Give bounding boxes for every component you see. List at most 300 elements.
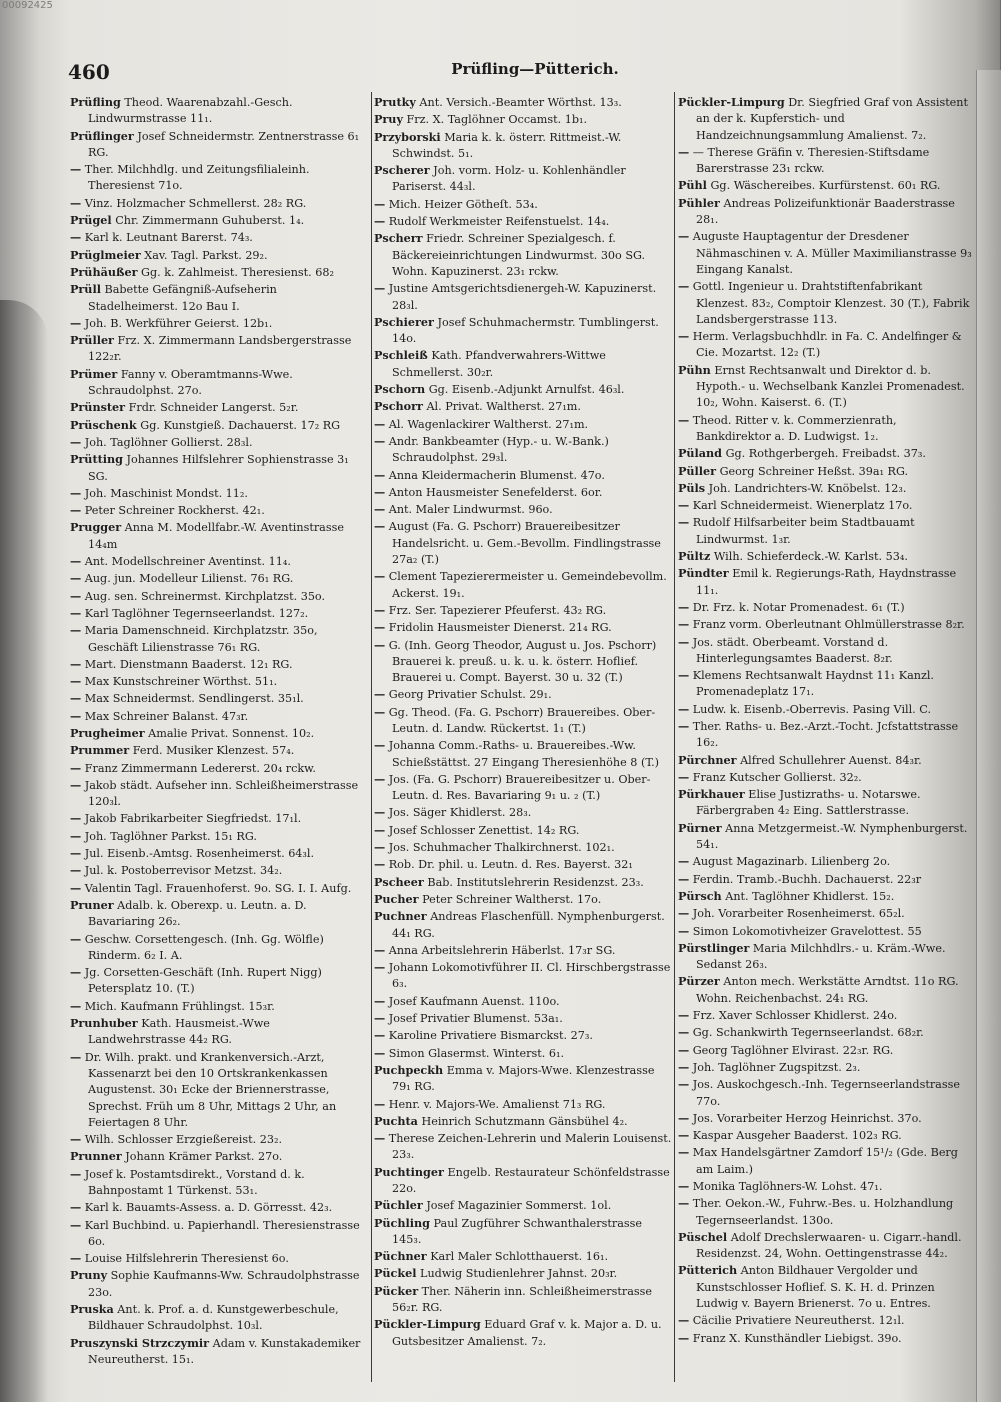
entry-surname: —	[374, 637, 386, 652]
entry-details: Frz. Ser. Tapezierer Pfeuferst. 43₂ RG.	[385, 603, 607, 617]
entry-details: Gottl. Ingenieur u. Drahtstiftenfabrikant Klenzest. 83₂, Comptoir Klenzest. 30 (T.), Fabrik Landsbergerstrasse 113.	[689, 280, 973, 326]
entry-surname: —	[678, 229, 690, 244]
entry-details: Karl k. Leutnant Barerst. 74₃.	[81, 231, 253, 245]
directory-entry	[70, 229, 368, 246]
entry-details: Frz. X. Zimmermann Landsbergerstrasse 122₂r.	[88, 334, 355, 364]
column-rule	[371, 92, 372, 1382]
directory-entry	[374, 942, 672, 959]
entry-surname: Püchner	[374, 1249, 427, 1264]
entry-details: Max Handelsgärtner Zamdorf 15¹/₂ (Gde. Berg am Laim.)	[689, 1146, 962, 1176]
entry-surname: Pückel	[374, 1266, 417, 1281]
directory-entry	[374, 602, 672, 619]
column-rule	[674, 92, 675, 1382]
directory-entry	[70, 1131, 368, 1148]
entry-surname: —	[678, 599, 690, 614]
entry-details: Josef Schuhmachermstr. Tumblingerst. 14o.	[392, 315, 663, 346]
directory-entry	[70, 588, 368, 605]
directory-entry	[678, 853, 974, 870]
entry-details: Jul. k. Postoberrevisor Metzst. 34₂.	[81, 864, 283, 878]
entry-surname: —	[678, 1110, 690, 1125]
directory-entry	[678, 1059, 974, 1076]
entry-surname: Pürzer	[678, 974, 720, 989]
entry-surname: Pürstlinger	[678, 940, 750, 955]
entry-details: Gg. Rothgerbergeh. Freibadst. 37₃.	[722, 447, 926, 461]
entry-details: Emma v. Majors-Wwe. Klenzestrasse 79₁ RG.	[392, 1063, 659, 1094]
entry-details: Frdr. Schneider Langerst. 5₂r.	[125, 401, 299, 415]
entry-details: Andreas Flaschenfüll. Nymphenburgerst. 44₁ RG.	[392, 910, 669, 940]
entry-surname: Püls	[678, 480, 706, 495]
directory-column-1	[70, 94, 368, 1394]
directory-entry	[374, 686, 672, 703]
entry-surname: Pücker	[374, 1283, 419, 1298]
directory-entry	[70, 417, 368, 434]
entry-surname: Püchler	[374, 1198, 423, 1213]
directory-entry	[70, 810, 368, 827]
entry-details: Sophie Kaufmanns-Ww. Schraudolphstrasse 23o.	[88, 1269, 364, 1299]
entry-surname: —	[70, 880, 82, 895]
directory-entry	[678, 548, 974, 565]
entry-details: Wilh. Schieferdeck.-W. Karlst. 53₄.	[710, 550, 908, 564]
entry-surname: Pruszynski Strzczymir	[70, 1335, 210, 1350]
directory-entry	[374, 771, 672, 805]
entry-details: Mich. Kaufmann Frühlingst. 15₃r.	[81, 999, 275, 1013]
directory-entry	[70, 1049, 368, 1131]
entry-details: Karl Maler Schlotthauerst. 16₁.	[426, 1250, 609, 1264]
directory-entry	[374, 280, 672, 314]
directory-entry	[70, 777, 368, 811]
entry-surname: Prügel	[70, 213, 112, 228]
directory-entry	[70, 451, 368, 485]
directory-entry	[678, 1076, 974, 1110]
entry-details: Max Schneidermst. Sendlingerst. 35₁l.	[81, 692, 304, 706]
entry-surname: Prüfling	[70, 95, 121, 109]
directory-entry	[374, 1283, 672, 1317]
directory-entry	[678, 412, 974, 446]
directory-entry	[678, 497, 974, 514]
directory-entry	[374, 518, 672, 568]
entry-details: Heinrich Schutzmann Gänsbühel 4₂.	[417, 1114, 628, 1128]
directory-entry	[678, 328, 974, 362]
entry-surname: —	[70, 656, 82, 671]
entry-surname: Püschel	[678, 1229, 728, 1244]
directory-entry	[70, 1166, 368, 1200]
entry-details: Franz Zimmermann Ledererst. 20₄ rckw.	[81, 761, 316, 775]
entry-details: Anna Metzgermeist.-W. Nymphenburgerst. 54₁.	[696, 821, 971, 852]
entry-details: Aug. jun. Modelleur Lilienst. 76₁ RG.	[81, 572, 294, 586]
entry-details: Jul. Eisenb.-Amtsg. Rosenheimerst. 64₃l.	[81, 847, 315, 861]
directory-entry	[374, 1062, 672, 1096]
entry-details: Joh. B. Werkführer Geierst. 12b₁.	[81, 316, 273, 330]
entry-details: Georg Taglöhner Elvirast. 22₃r. RG.	[689, 1043, 894, 1057]
entry-details: Karl Schneidermeist. Wienerplatz 17o.	[689, 499, 913, 513]
entry-surname: —	[374, 569, 386, 584]
directory-entry	[678, 1229, 974, 1263]
entry-surname: —	[374, 1045, 386, 1060]
entry-surname: —	[678, 1179, 690, 1193]
entry-surname: —	[374, 519, 386, 534]
directory-entry	[678, 1127, 974, 1144]
entry-details: Joh. Maschinist Mondst. 11₂.	[81, 486, 248, 500]
entry-surname: —	[70, 485, 82, 500]
entry-details: Dr. Siegfried Graf von Assistent an der k. Kupferstich- und Handzeichnungsammlung Amalienst. 7₂.	[696, 96, 972, 142]
entry-details: Fridolin Hausmeister Dienerst. 21₄ RG.	[385, 621, 612, 635]
entry-details: Anna M. Modellfabr.-W. Aventinstrasse 14₄m	[88, 521, 348, 551]
entry-surname: —	[678, 1077, 690, 1092]
entry-surname: —	[374, 1096, 386, 1111]
entry-details: Johann Krämer Parkst. 27o.	[121, 1150, 283, 1164]
entry-details: August (Fa. G. Pschorr) Brauereibesitzer Handelsricht. u. Gem.-Bevollm. Findlingstrasse 27a₂ (T.)	[385, 520, 665, 567]
directory-entry	[70, 964, 368, 998]
entry-surname: Pscheer	[374, 874, 424, 889]
entry-details: Valentin Tagl. Frauenhoferst. 9o. SG. I. I. Aufg.	[81, 881, 352, 895]
directory-entry	[374, 1027, 672, 1044]
directory-entry	[374, 94, 672, 111]
entry-surname: Püchling	[374, 1215, 430, 1230]
entry-surname: Prümer	[70, 366, 118, 381]
entry-surname: —	[70, 503, 82, 518]
directory-entry	[70, 880, 368, 897]
entry-details: Joh. vorm. Holz- u. Kohlenhändler Pariserst. 44₃l.	[392, 164, 630, 194]
entry-surname: —	[374, 960, 386, 975]
entry-surname: Prünster	[70, 400, 126, 415]
directory-entry	[374, 1045, 672, 1062]
entry-surname: Pschorr	[374, 399, 423, 414]
entry-details: Emil k. Regierungs-Rath, Haydnstrasse 11₁.	[696, 567, 960, 597]
entry-details: Simon Glasermst. Winterst. 6₁.	[385, 1046, 565, 1060]
entry-details: Josef Magazinier Sommerst. 1ol.	[422, 1199, 612, 1213]
entry-details: Josef Schneidermstr. Zentnerstrasse 6₁ RG.	[88, 129, 363, 159]
entry-surname: Prühäußer	[70, 264, 138, 279]
entry-surname: —	[70, 195, 82, 210]
entry-details: Dr. Wilh. prakt. und Krankenversich.-Arzt, Kassenarzt bei den 10 Ortskrankenkassen Augustenst. 30₁ Ecke der Briennerstrasse, Sprechst. Früh um 8 Uhr, Mittags 2 Uhr, an Feiertagen 8 Uhr.	[81, 1050, 340, 1129]
directory-entry	[374, 822, 672, 839]
entry-surname: —	[678, 515, 690, 530]
entry-surname: —	[374, 704, 386, 719]
entry-details: Jos. Schuhmacher Thalkirchnerst. 102₁.	[385, 841, 615, 855]
entry-details: Jos. städt. Oberbeamt. Vorstand d. Hinterlegungsamtes Baaderst. 8₂r.	[689, 635, 893, 665]
directory-entry	[70, 742, 368, 759]
entry-details: Therese Zeichen-Lehrerin und Malerin Louisenst. 23₃.	[385, 1132, 675, 1162]
directory-entry	[374, 484, 672, 501]
entry-details: Rudolf Werkmeister Reifenstuelst. 14₄.	[385, 215, 610, 229]
entry-surname: —	[70, 554, 82, 569]
directory-entry	[678, 177, 974, 194]
directory-entry	[678, 514, 974, 548]
entry-details: Joh. Taglöhner Zugspitzst. 2₃.	[689, 1060, 861, 1074]
directory-entry	[678, 1144, 974, 1178]
directory-entry	[374, 637, 672, 687]
entry-surname: —	[678, 871, 690, 886]
directory-entry	[70, 281, 368, 315]
directory-entry	[374, 1316, 672, 1350]
entry-details: Ant. Taglöhner Khidlerst. 15₂.	[721, 889, 895, 903]
entry-details: Ferd. Musiker Klenzest. 57₄.	[129, 744, 295, 758]
entry-details: Chr. Zimmermann Guhuberst. 1₄.	[111, 214, 305, 228]
directory-entry	[678, 888, 974, 905]
entry-surname: Prugheimer	[70, 725, 145, 740]
entry-surname: —	[70, 588, 82, 603]
directory-entry	[70, 332, 368, 366]
entry-surname: —	[70, 315, 82, 330]
directory-entry	[374, 856, 672, 873]
entry-details: Johannes Hilfslehrer Sophienstrasse 3₁ SG.	[88, 453, 353, 483]
entry-surname: Pscherer	[374, 163, 430, 178]
entry-details: Franz vorm. Oberleutnant Ohlmüllerstrasse 8₂r.	[689, 618, 965, 632]
entry-details: Kaspar Ausgeher Baaderst. 102₃ RG.	[689, 1129, 902, 1143]
entry-details: Jg. Corsetten-Geschäft (Inh. Rupert Nigg) Petersplatz 10. (T.)	[81, 966, 326, 996]
entry-details: Ludw. k. Eisenb.-Oberrevis. Pasing Vill. C.	[689, 702, 932, 716]
entry-surname: —	[374, 857, 386, 872]
directory-entry	[678, 616, 974, 633]
entry-surname: —	[70, 623, 82, 638]
entry-details: Fanny v. Oberamtmanns-Wwe. Schraudolphst. 27o.	[88, 367, 297, 398]
entry-surname: —	[678, 1313, 690, 1328]
directory-entry	[678, 278, 974, 328]
directory-entry	[374, 874, 672, 891]
directory-entry	[374, 501, 672, 518]
directory-entry	[678, 228, 974, 278]
entry-surname: —	[678, 498, 690, 513]
directory-entry	[374, 1113, 672, 1130]
directory-entry	[70, 519, 368, 553]
directory-entry	[70, 708, 368, 725]
entry-surname: —	[70, 846, 82, 861]
entry-surname: —	[678, 329, 690, 344]
directory-entry	[70, 690, 368, 707]
entry-details: Herm. Verlagsbuchhdlr. in Fa. C. Andelfinger & Cie. Mozartst. 12₂ (T.)	[689, 330, 966, 360]
entry-details: Geschw. Corsettengesch. (Inh. Gg. Wölfle) Rinderm. 6₂ I. A.	[81, 932, 328, 962]
entry-surname: Pschleiß	[374, 348, 428, 363]
entry-details: Karl Buchbind. u. Papierhandl. Theresienstrasse 6o.	[81, 1218, 364, 1248]
entry-surname: —	[70, 708, 82, 723]
entry-surname: —	[678, 718, 690, 733]
entry-details: Bab. Institutslehrerin Residenzst. 23₃.	[423, 875, 644, 889]
directory-entry	[374, 230, 672, 280]
entry-surname: —	[374, 433, 386, 448]
entry-surname: —	[678, 1008, 690, 1023]
directory-entry	[70, 1301, 368, 1335]
entry-surname: —	[374, 805, 386, 820]
entry-details: Mart. Dienstmann Baaderst. 12₁ RG.	[81, 657, 293, 671]
entry-surname: —	[70, 571, 82, 586]
entry-surname: Pucher	[374, 891, 419, 906]
entry-surname: —	[374, 620, 386, 635]
directory-entry	[678, 871, 974, 888]
entry-details: Joh. Taglöhner Gollierst. 28₃l.	[81, 435, 253, 449]
directory-entry	[374, 1215, 672, 1249]
directory-entry	[374, 111, 672, 128]
entry-surname: —	[70, 777, 82, 792]
directory-entry	[374, 398, 672, 415]
entry-surname: —	[70, 811, 82, 826]
entry-surname: —	[678, 906, 690, 921]
directory-entry	[70, 315, 368, 332]
entry-surname: —	[374, 942, 386, 957]
entry-surname: —	[70, 605, 82, 620]
entry-surname: —	[374, 484, 386, 499]
directory-entry	[678, 195, 974, 229]
entry-details: Franz Kutscher Gollierst. 32₂.	[689, 770, 862, 784]
entry-surname: —	[374, 993, 386, 1008]
directory-entry	[374, 619, 672, 636]
directory-entry	[374, 1010, 672, 1027]
entry-surname: Pürchner	[678, 752, 737, 767]
entry-surname: Pündter	[678, 566, 729, 581]
entry-details: Ant. Maler Lindwurmst. 96o.	[385, 503, 553, 517]
directory-entry	[374, 1130, 675, 1164]
directory-entry	[374, 993, 672, 1010]
entry-details: Justine Amtsgerichtsdienergeh-W. Kapuzinerst. 28₃l.	[385, 282, 660, 312]
directory-entry	[678, 820, 974, 854]
entry-surname: Prunner	[70, 1149, 122, 1164]
directory-entry	[374, 1265, 672, 1282]
entry-surname: —	[70, 1217, 82, 1232]
entry-surname: —	[374, 416, 386, 431]
entry-details: Ant. Versich.-Beamter Wörthst. 13₃.	[415, 96, 622, 109]
directory-entry	[374, 433, 672, 467]
entry-details: Jos. Vorarbeiter Herzog Heinrichst. 37o.	[689, 1111, 922, 1125]
entry-details: Jakob städt. Aufseher inn. Schleißheimerstrasse 120₃l.	[81, 778, 362, 809]
entry-details: Joh. Landrichters-W. Knöbelst. 12₃.	[705, 481, 907, 495]
directory-entry	[678, 634, 974, 668]
entry-surname: Pruner	[70, 897, 114, 912]
page-curl-shadow	[0, 300, 48, 1402]
entry-surname: —	[374, 467, 386, 482]
entry-details: Maria Damenschneid. Kirchplatzstr. 35o, Geschäft Lilienstrasse 76₁ RG.	[81, 624, 322, 654]
entry-details: Peter Schreiner Waltherst. 17o.	[418, 892, 602, 906]
entry-surname: Pückler-Limpurg	[678, 95, 785, 109]
directory-entry	[70, 656, 368, 673]
entry-surname: —	[374, 840, 386, 855]
entry-details: Al. Privat. Waltherst. 27₁m.	[422, 400, 581, 414]
directory-entry	[70, 725, 368, 742]
directory-entry	[70, 399, 368, 416]
entry-details: Adalb. k. Oberexp. u. Leutn. a. D. Bavariaring 26₂.	[88, 898, 311, 929]
entry-surname: —	[678, 1128, 690, 1143]
directory-entry	[70, 673, 368, 690]
entry-details: Clement Tapezierermeister u. Gemeindebevollm. Ackerst. 19₁.	[385, 570, 671, 600]
directory-entry	[70, 828, 368, 845]
entry-details: Karl Taglöhner Tegernseerlandst. 127₂.	[81, 606, 309, 620]
entry-details: Kath. Pfandverwahrers-Wittwe Schmellerst. 30₂r.	[392, 349, 610, 379]
entry-surname: Pschorn	[374, 382, 426, 397]
entry-surname: Pühn	[678, 362, 711, 377]
directory-entry	[678, 940, 974, 974]
entry-details: Josef Kaufmann Auenst. 110o.	[385, 994, 560, 1008]
entry-details: Engelb. Restaurateur Schönfeldstrasse 22o.	[392, 1165, 674, 1195]
entry-details: Peter Schreiner Rockherst. 42₁.	[81, 504, 265, 518]
directory-entry	[678, 445, 974, 462]
entry-details: Amalie Privat. Sonnenst. 10₂.	[144, 726, 315, 740]
entry-surname: —	[70, 863, 82, 878]
entry-details: Adam v. Kunstakademiker Neureutherst. 15₁.	[88, 1336, 364, 1366]
entry-details: Frz. Xaver Schlosser Khidlerst. 24o.	[689, 1009, 898, 1023]
entry-details: Ant. Modellschreiner Aventinst. 11₄.	[81, 555, 291, 569]
entry-surname: Pühl	[678, 178, 707, 193]
directory-entry	[70, 94, 368, 128]
directory-entry	[678, 786, 974, 820]
directory-entry	[70, 195, 368, 212]
entry-surname: —	[374, 687, 386, 702]
entry-surname: Püller	[678, 463, 717, 478]
entry-details: August Magazinarb. Lilienberg 2o.	[689, 855, 891, 869]
directory-entry	[70, 247, 368, 264]
entry-surname: —	[70, 230, 82, 245]
entry-surname: —	[678, 668, 690, 683]
directory-entry	[70, 1217, 368, 1251]
directory-entry	[70, 1148, 368, 1165]
entry-details: — Therese Gräfin v. Theresien-Stiftsdame Barerstrasse 23₁ rckw.	[689, 145, 933, 176]
entry-surname: —	[70, 162, 82, 177]
entry-surname: —	[70, 760, 82, 775]
entry-details: Eduard Graf v. k. Major a. D. u. Gutsbesitzer Amalienst. 7₂.	[392, 1318, 666, 1348]
entry-surname: Prüll	[70, 282, 101, 297]
entry-details: Theod. Ritter v. k. Commerzienrath, Bankdirektor a. D. Ludwigst. 1₂.	[689, 413, 901, 443]
directory-entry	[678, 1195, 974, 1229]
entry-details: Jos. (Fa. G. Pschorr) Brauereibesitzer u. Ober-Leutn. d. Res. Bavariaring 9₁ u. ₂ (T.)	[385, 772, 651, 803]
entry-surname: Prunhuber	[70, 1016, 138, 1031]
entry-details: Gg. Eisenb.-Adjunkt Arnulfst. 46₃l.	[425, 383, 625, 397]
entry-details: Elise Justizraths- u. Notarswe. Färbergraben 4₂ Eing. Sattlerstrasse.	[696, 788, 925, 818]
entry-surname: —	[374, 822, 386, 837]
entry-details: Paul Zugführer Schwanthalerstrasse 145₃.	[392, 1216, 646, 1246]
entry-details: Franz X. Kunsthändler Liebigst. 39o.	[689, 1331, 902, 1345]
entry-details: Al. Wagenlackirer Waltherst. 27₁m.	[385, 417, 589, 431]
entry-details: Gg. k. Zahlmeist. Theresienst. 68₂	[137, 265, 334, 279]
entry-details: Ant. k. Prof. a. d. Kunstgewerbeschule, Bildhauer Schraudolphst. 10₃l.	[88, 1303, 343, 1333]
entry-details: Auguste Hauptagentur der Dresdener Nähmaschinen v. A. Müller Maximilianstrasse 9₃ Eingang Kanalst.	[689, 230, 976, 276]
entry-surname: Pühler	[678, 195, 720, 210]
directory-entry	[374, 959, 672, 993]
directory-entry	[70, 212, 368, 229]
entry-surname: Prüflinger	[70, 128, 134, 143]
entry-details: Ferdin. Tramb.-Buchh. Dachauerst. 22₃r	[689, 872, 922, 886]
entry-details: Joh. Vorarbeiter Rosenheimerst. 65₂l.	[689, 907, 905, 921]
entry-details: Henr. v. Majors-We. Amalienst 71₃ RG.	[385, 1097, 606, 1111]
directory-entry	[678, 94, 974, 144]
directory-entry	[678, 362, 974, 412]
entry-surname: Puchner	[374, 909, 427, 924]
entry-details: Johanna Comm.-Raths- u. Brauereibes.-Ww. Schießstättst. 27 Eingang Theresienhöhe 8 (T.)	[385, 739, 660, 769]
directory-entry	[678, 463, 974, 480]
directory-entry	[678, 905, 974, 922]
directory-entry	[678, 1024, 974, 1041]
entry-details: Anton mech. Werkstätte Arndtst. 11o RG. Wohn. Reichenbachst. 24₁ RG.	[696, 975, 963, 1005]
entry-surname: Pruny	[70, 1268, 108, 1283]
entry-surname: —	[374, 1131, 386, 1146]
directory-entry	[374, 416, 672, 433]
entry-surname: —	[374, 281, 386, 296]
directory-entry	[70, 897, 368, 931]
entry-details: Anton Bildhauer Vergolder und Kunstschlosser Hoflief. S. K. H. d. Prinzen Ludwig v. Bayern Brienerst. 7o u. Entres.	[696, 1264, 939, 1311]
entry-surname: Pscherr	[374, 231, 423, 246]
directory-entry	[374, 129, 672, 163]
entry-details: Ther. Raths- u. Bez.-Arzt.-Tocht. Jcfstattstrasse 16₂.	[689, 719, 962, 750]
directory-entry	[70, 845, 368, 862]
entry-details: Maria Milchhdlrs.- u. Kräm.-Wwe. Sedanst 26₃.	[696, 941, 950, 972]
directory-entry	[678, 599, 974, 616]
entry-surname: —	[678, 1196, 690, 1211]
entry-details: Josef k. Postamtsdirekt., Vorstand d. k. Bahnpostamt 1 Türkenst. 53₁.	[81, 1167, 309, 1197]
entry-surname: Prutky	[374, 95, 416, 109]
entry-details: Xav. Tagl. Parkst. 29₂.	[140, 248, 268, 262]
entry-surname: Prüglmeier	[70, 247, 141, 262]
entry-details: Max Schreiner Balanst. 47₃r.	[81, 709, 249, 723]
entry-surname: Pürsch	[678, 888, 722, 903]
entry-surname: Pruy	[374, 112, 403, 127]
entry-details: Josef Privatier Blumenst. 53a₁.	[385, 1012, 563, 1026]
entry-surname: —	[678, 279, 690, 294]
